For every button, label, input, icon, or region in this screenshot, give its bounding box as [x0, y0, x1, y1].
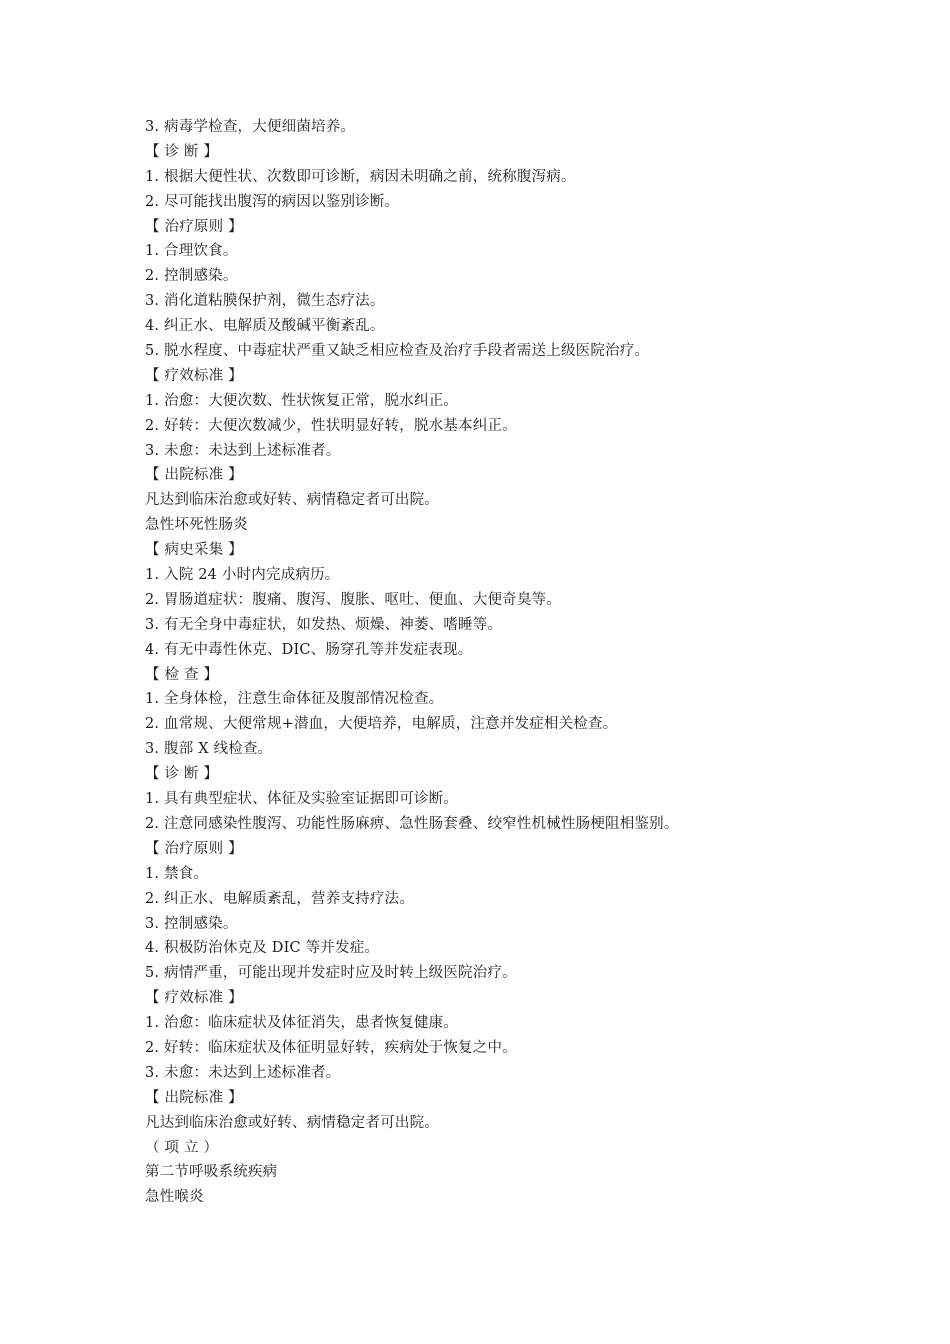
- text-line: 3. 病毒学检查，大便细菌培养。: [145, 119, 356, 135]
- text-line: 3. 控制感染。: [145, 915, 238, 932]
- text-line: 1. 治愈：大便次数、性状恢复正常，脱水纠正。: [145, 392, 459, 409]
- text-line: 3. 未愈：未达到上述标准者。: [145, 1064, 341, 1081]
- text-line: 1. 禁食。: [145, 865, 209, 882]
- disease-title: 急性坏死性肠炎: [145, 517, 248, 534]
- text-line: 2. 尽可能找出腹泻的病因以鉴别诊断。: [145, 193, 400, 210]
- text-line: 5. 病情严重，可能出现并发症时应及时转上级医院治疗。: [145, 965, 517, 982]
- text-line: 1. 治愈：临床症状及体征消失，患者恢复健康。: [145, 1015, 459, 1032]
- disease-title: 急性喉炎: [145, 1189, 204, 1206]
- text-line: 3. 未愈：未达到上述标准者。: [145, 442, 341, 459]
- author-credit: （ 项 立 ）: [145, 1139, 219, 1156]
- section-heading: 【 病史采集 】: [145, 542, 243, 559]
- section-heading: 【 疗效标准 】: [145, 990, 243, 1007]
- text-line: 2. 注意同感染性腹泻、功能性肠麻痹、急性肠套叠、绞窄性机械性肠梗阻相鉴别。: [145, 815, 679, 832]
- text-line: 凡达到临床治愈或好转、病情稳定者可出院。: [145, 1114, 439, 1131]
- document-body: [145, 115, 845, 1210]
- text-line: 1. 入院 24 小时内完成病历。: [145, 567, 340, 584]
- text-line: 2. 血常规、大便常规+潜血，大便培养，电解质，注意并发症相关检查。: [145, 716, 618, 733]
- section-heading: 【 治疗原则 】: [145, 218, 243, 235]
- text-line: 1. 全身体检，注意生命体征及腹部情况检查。: [145, 691, 444, 708]
- text-line: 5. 脱水程度、中毒症状严重又缺乏相应检查及治疗手段者需送上级医院治疗。: [145, 343, 650, 360]
- text-line: 1. 具有典型症状、体征及实验室证据即可诊断。: [145, 791, 459, 808]
- section-heading: 【 出院标准 】: [145, 1089, 243, 1106]
- section-heading: 【 检 查 】: [145, 666, 219, 683]
- section-heading: 【 治疗原则 】: [145, 840, 243, 857]
- text-line: 1. 合理饮食。: [145, 243, 238, 260]
- text-line: 2. 纠正水、电解质紊乱，营养支持疗法。: [145, 890, 414, 907]
- text-line: 4. 有无中毒性休克、DIC、肠穿孔等并发症表现。: [145, 641, 473, 658]
- text-line: 1. 根据大便性状、次数即可诊断，病因未明确之前，统称腹泻病。: [145, 168, 576, 185]
- section-heading: 【 疗效标准 】: [145, 367, 243, 384]
- text-line: 凡达到临床治愈或好转、病情稳定者可出院。: [145, 492, 439, 509]
- text-line: 2. 胃肠道症状：腹痛、腹泻、腹胀、呕吐、便血、大便奇臭等。: [145, 591, 561, 608]
- text-line: 3. 消化道粘膜保护剂，微生态疗法。: [145, 293, 385, 310]
- text-line: 2. 控制感染。: [145, 268, 238, 285]
- section-heading: 【 出院标准 】: [145, 467, 243, 484]
- text-line: 3. 有无全身中毒症状，如发热、烦燥、神萎、嗜睡等。: [145, 616, 503, 633]
- text-line: 3. 腹部 X 线检查。: [145, 741, 273, 758]
- section-heading: 【 诊 断 】: [145, 766, 219, 783]
- section-heading: 【 诊 断 】: [145, 143, 219, 160]
- text-line: 2. 好转：临床症状及体征明显好转，疾病处于恢复之中。: [145, 1039, 517, 1056]
- text-line: 4. 纠正水、电解质及酸碱平衡紊乱。: [145, 318, 385, 335]
- chapter-section-title: 第二节呼吸系统疾病: [145, 1164, 278, 1181]
- text-line: 4. 积极防治休克及 DIC 等并发症。: [145, 940, 380, 957]
- text-line: 2. 好转：大便次数减少，性状明显好转，脱水基本纠正。: [145, 417, 517, 434]
